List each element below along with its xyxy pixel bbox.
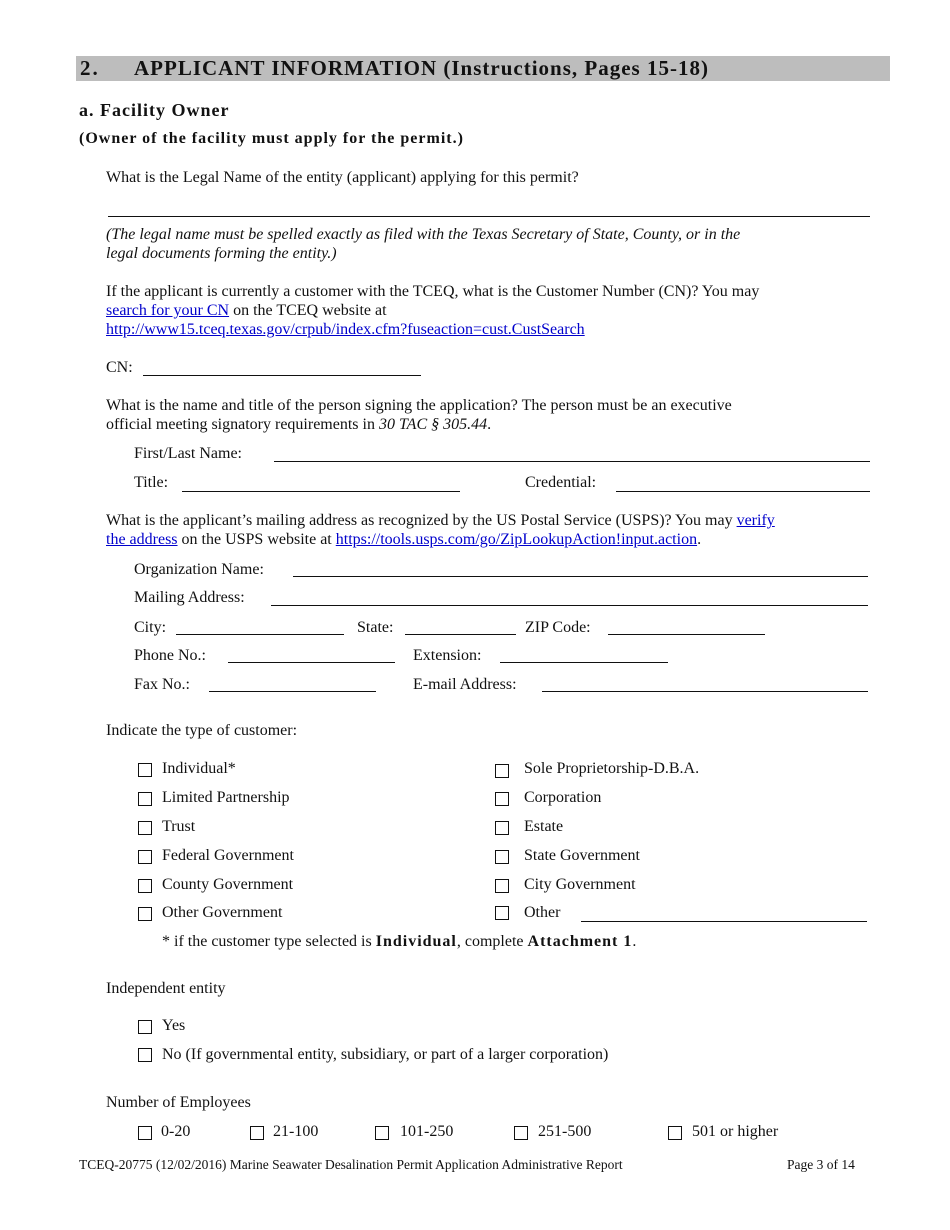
cn-question: If the applicant is currently a customer with the TCEQ, what is the Customer Number (CN)? You may	[106, 283, 760, 300]
customer-type-checkbox[interactable]	[138, 879, 152, 893]
independent-yes-label: Yes	[162, 1017, 186, 1034]
footnote-mid: , complete	[456, 933, 528, 950]
signer-question-post: .	[487, 416, 492, 433]
credential-field[interactable]	[616, 491, 870, 492]
zip-code-field[interactable]	[608, 634, 765, 635]
fax-field[interactable]	[209, 691, 376, 692]
title-label: Title:	[134, 474, 169, 491]
cn-field[interactable]	[143, 375, 421, 376]
cn-search-line	[106, 302, 387, 320]
employees-question: Number of Employees	[106, 1094, 251, 1111]
extension-field[interactable]	[500, 662, 668, 663]
signer-question-line2	[106, 416, 491, 434]
cn-search-url[interactable]: http://www15.tceq.texas.gov/crpub/index.cfm?fuseaction=cust.CustSearch	[106, 321, 585, 338]
customer-type-checkbox[interactable]	[495, 764, 509, 778]
customer-type-checkbox[interactable]	[495, 906, 509, 920]
customer-type-checkbox[interactable]	[138, 763, 152, 777]
signer-question-pre: official meeting signatory requirements in	[106, 416, 379, 433]
independent-no-label: No (If governmental entity, subsidiary, or part of a larger corporation)	[162, 1046, 609, 1063]
first-last-name-label: First/Last Name:	[134, 445, 242, 462]
employees-option: 0-20	[161, 1123, 191, 1140]
customer-type-option: Other	[524, 904, 561, 921]
employees-checkbox[interactable]	[250, 1126, 264, 1140]
organization-name-label: Organization Name:	[134, 561, 264, 578]
customer-type-option: Other Government	[162, 904, 283, 921]
customer-type-option: Corporation	[524, 789, 602, 806]
title-field[interactable]	[182, 491, 460, 492]
cn-label: CN:	[106, 359, 133, 376]
customer-type-checkbox[interactable]	[138, 792, 152, 806]
customer-type-checkbox[interactable]	[138, 907, 152, 921]
footnote-individual: Individual	[375, 933, 457, 950]
independent-entity-question: Independent entity	[106, 980, 226, 997]
state-label: State:	[357, 619, 394, 636]
footnote-end: .	[632, 933, 637, 950]
verify-address-link-part1[interactable]: verify	[736, 512, 775, 529]
footnote-pre: * if the customer type selected is	[162, 933, 376, 950]
extension-label: Extension:	[413, 647, 482, 664]
employees-checkbox[interactable]	[668, 1126, 682, 1140]
employees-option: 251-500	[538, 1123, 592, 1140]
mailing-address-field[interactable]	[271, 605, 868, 606]
customer-type-checkbox[interactable]	[138, 850, 152, 864]
first-last-name-field[interactable]	[274, 461, 870, 462]
subsection-note: (Owner of the facility must apply for the permit.)	[79, 130, 464, 147]
footnote-attachment: Attachment 1	[527, 933, 633, 950]
state-field[interactable]	[405, 634, 516, 635]
subsection-heading: a. Facility Owner	[79, 100, 230, 120]
mailing-question-pre: What is the applicant’s mailing address as recognized by the US Postal Service (USPS)? You may	[106, 512, 737, 529]
employees-checkbox[interactable]	[514, 1126, 528, 1140]
customer-type-option: Estate	[524, 818, 564, 835]
independent-no-checkbox[interactable]	[138, 1048, 152, 1062]
customer-type-option: Sole Proprietorship-D.B.A.	[524, 760, 700, 777]
phone-label: Phone No.:	[134, 647, 206, 664]
customer-type-option: County Government	[162, 876, 294, 893]
mailing-question-line2	[106, 531, 701, 549]
cn-search-link[interactable]: search for your CN	[106, 302, 230, 319]
employees-checkbox[interactable]	[138, 1126, 152, 1140]
section-title: APPLICANT INFORMATION (Instructions, Pages 15-18)	[134, 56, 709, 80]
mailing-question-end: .	[697, 531, 702, 548]
customer-type-option: City Government	[524, 876, 636, 893]
credential-label: Credential:	[525, 474, 597, 491]
employees-option: 21-100	[273, 1123, 319, 1140]
customer-type-footnote	[162, 933, 636, 951]
customer-type-option: Individual*	[162, 760, 236, 777]
section-number: 2.	[80, 56, 100, 80]
independent-yes-checkbox[interactable]	[138, 1020, 152, 1034]
email-field[interactable]	[542, 691, 868, 692]
cn-search-after: on the TCEQ website at	[229, 302, 387, 319]
customer-type-question: Indicate the type of customer:	[106, 722, 298, 739]
city-label: City:	[134, 619, 167, 636]
mailing-question-line1	[106, 512, 775, 530]
footer-form-id: TCEQ-20775 (12/02/2016) Marine Seawater Desalination Permit Application Administrative Report	[79, 1157, 623, 1172]
email-label: E-mail Address:	[413, 676, 517, 693]
city-field[interactable]	[176, 634, 344, 635]
legal-name-field[interactable]	[108, 216, 870, 217]
customer-type-checkbox[interactable]	[495, 821, 509, 835]
customer-type-option: Limited Partnership	[162, 789, 290, 806]
customer-type-option: Trust	[162, 818, 196, 835]
customer-type-option: Federal Government	[162, 847, 294, 864]
signer-question-line1: What is the name and title of the person signing the application? The person must be an executive	[106, 397, 732, 414]
legal-name-note-line2: legal documents forming the entity.)	[106, 245, 337, 262]
customer-type-checkbox[interactable]	[495, 879, 509, 893]
mailing-question-mid: on the USPS website at	[177, 531, 336, 548]
customer-type-checkbox[interactable]	[495, 792, 509, 806]
organization-name-field[interactable]	[293, 576, 868, 577]
legal-name-question: What is the Legal Name of the entity (applicant) applying for this permit?	[106, 169, 579, 186]
employees-option: 101-250	[400, 1123, 454, 1140]
other-customer-type-field[interactable]	[581, 921, 867, 922]
legal-name-note-line1: (The legal name must be spelled exactly as filed with the Texas Secretary of State, County, or in the	[106, 226, 741, 243]
customer-type-option: State Government	[524, 847, 640, 864]
footer-page-number: Page 3 of 14	[787, 1157, 855, 1172]
usps-url-link[interactable]: https://tools.usps.com/go/ZipLookupAction!input.action	[335, 531, 698, 548]
customer-type-checkbox[interactable]	[138, 821, 152, 835]
phone-field[interactable]	[228, 662, 395, 663]
employees-option: 501 or higher	[692, 1123, 779, 1140]
mailing-address-label: Mailing Address:	[134, 589, 245, 606]
zip-code-label: ZIP Code:	[525, 619, 591, 636]
signer-regulation-ref: 30 TAC § 305.44	[378, 416, 488, 433]
employees-checkbox[interactable]	[375, 1126, 389, 1140]
customer-type-checkbox[interactable]	[495, 850, 509, 864]
verify-address-link-part2[interactable]: the address	[106, 531, 178, 548]
fax-label: Fax No.:	[134, 676, 190, 693]
